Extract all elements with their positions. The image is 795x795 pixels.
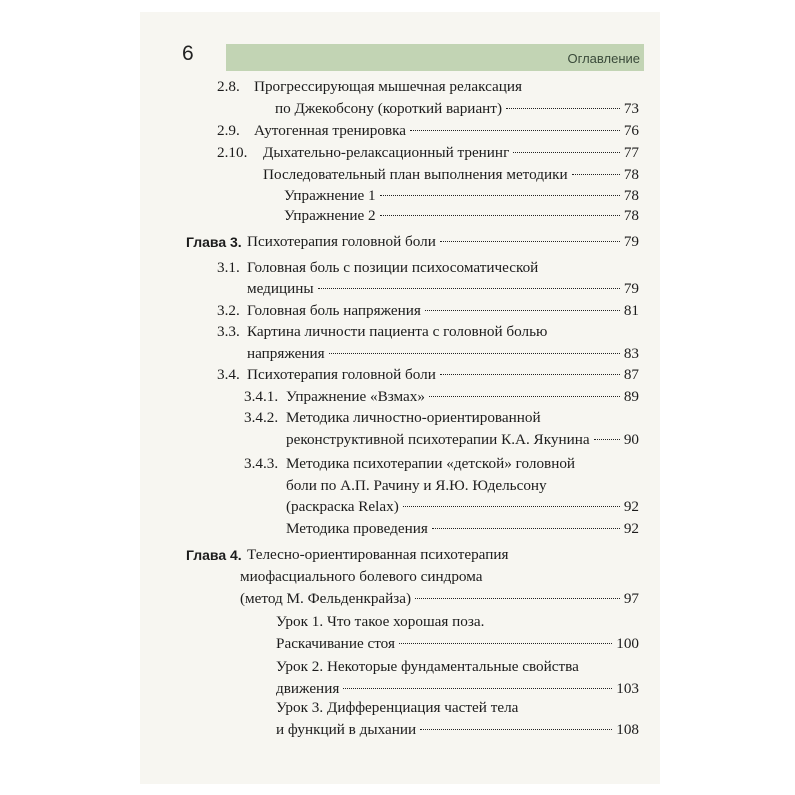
leader-dots [506,108,620,109]
chapter-label: Глава 4. [186,547,242,563]
toc-page: 79 [623,233,639,250]
toc-page: 78 [623,187,639,204]
leader-dots [429,396,620,397]
leader-dots [440,374,620,375]
toc-entry-3-4-1[interactable] [286,387,639,407]
toc-entry-2-9[interactable] [254,121,639,141]
toc-title-line: и функций в дыхании [276,721,417,738]
leader-dots [440,241,620,242]
toc-title-line: Головная боль с позиции психосоматической [247,259,539,276]
toc-page: 81 [623,302,639,319]
toc-title-line: Картина личности пациента с головной болью [247,323,548,340]
toc-title-line: (метод М. Фельденкрайза) [240,590,412,607]
toc-title-line: Методика проведения [286,520,428,537]
toc-entry-exercise-2[interactable] [284,206,639,226]
toc-title-line: (раскраска Relax) [286,498,399,515]
toc-number: 2.9. [217,122,240,139]
toc-entry-3-4-3[interactable] [286,497,639,517]
toc-entry-method[interactable] [286,519,639,539]
toc-entry-exercise-1[interactable] [284,186,639,206]
leader-dots [318,288,620,289]
toc-title-line: Методика психотерапии «детской» головной [286,455,576,472]
toc-title-line: боли по А.П. Рачину и Я.Ю. Юдельсону [286,477,547,494]
toc-page: 92 [623,498,639,515]
leader-dots [329,353,620,354]
leader-dots [410,130,620,131]
toc-page: 78 [623,166,639,183]
toc-number: 3.4. [217,366,240,383]
toc-title-line: Телесно-ориентированная психотерапия [247,546,509,563]
leader-dots [513,152,620,153]
toc-title-line: Головная боль напряжения [247,302,421,319]
toc-number: 3.3. [217,323,240,340]
toc-title-line: Прогрессирующая мышечная релаксация [254,78,522,95]
leader-dots [432,528,620,529]
toc-title-line: Урок 3. Дифференциация частей тела [276,699,519,716]
toc-title-line: медицины [247,280,314,297]
leader-dots [403,506,620,507]
toc-page: 87 [623,366,639,383]
toc-page: 78 [623,207,639,224]
toc-entry-lesson-2[interactable] [276,679,639,699]
toc-title-line: Психотерапия головной боли [247,366,436,383]
toc-title-line: по Джекобсону (короткий вариант) [275,100,503,117]
leader-dots [420,729,612,730]
toc-number: 3.4.3. [244,455,279,472]
toc-page: 89 [623,388,639,405]
toc-title-line: Аутогенная тренировка [254,122,407,139]
toc-page: 90 [623,431,639,448]
toc-page: 108 [616,721,639,738]
leader-dots [380,195,620,196]
toc-entry-2-10[interactable] [263,143,639,163]
toc-title-line: миофасциального болевого синдрома [240,568,483,585]
running-header-title: Оглавление [567,51,640,66]
toc-title-line: реконструктивной психотерапии К.А. Якунина [286,431,590,448]
leader-dots [425,310,620,311]
toc-entry-lesson-1[interactable] [276,634,639,654]
toc-entry-2-8[interactable] [275,99,639,119]
toc-page: 103 [616,680,639,697]
leader-dots [594,439,620,440]
leader-dots [343,688,612,689]
toc-title-line: Последовательный план выполнения методики [263,166,568,183]
toc-entry-plan[interactable] [263,165,639,185]
leader-dots [415,598,620,599]
toc-title-line: Упражнение 2 [284,207,376,224]
toc-title-line: напряжения [247,345,325,362]
toc-entry-chapter-4[interactable] [240,589,639,609]
toc-title-line: Методика личностно-ориентированной [286,409,541,426]
toc-entry-3-2[interactable] [247,301,639,321]
leader-dots [380,215,620,216]
toc-page: 83 [623,345,639,362]
toc-title-line: Упражнение «Взмах» [286,388,425,405]
toc-title-line: Раскачивание стоя [276,635,395,652]
toc-title-line: Психотерапия головной боли [247,233,436,250]
toc-number: 2.8. [217,78,240,95]
leader-dots [399,643,612,644]
toc-title-line: движения [276,680,340,697]
toc-title-line: Урок 2. Некоторые фундаментальные свойства [276,658,579,675]
toc-page: 92 [623,520,639,537]
toc-entry-3-4-2[interactable] [286,430,639,450]
toc-title-line: Дыхательно-релаксационный тренинг [263,144,510,161]
page-number: 6 [182,42,194,65]
toc-entry-chapter-3[interactable] [247,232,639,252]
toc-number: 3.4.1. [244,388,279,405]
toc-page: 73 [623,100,639,117]
toc-title-line: Урок 1. Что такое хорошая поза. [276,613,485,630]
toc-page: 97 [623,590,639,607]
toc-page: 100 [616,635,639,652]
toc-entry-lesson-3[interactable] [276,720,639,740]
chapter-label: Глава 3. [186,234,242,250]
toc-number: 3.2. [217,302,240,319]
toc-page: 76 [623,122,639,139]
toc-number: 2.10. [217,144,248,161]
toc-entry-3-4[interactable] [247,365,639,385]
toc-entry-3-1[interactable] [247,279,639,299]
toc-page: 77 [623,144,639,161]
toc-number: 3.4.2. [244,409,279,426]
leader-dots [572,174,620,175]
toc-page: 79 [623,280,639,297]
toc-number: 3.1. [217,259,240,276]
toc-entry-3-3[interactable] [247,344,639,364]
toc-title-line: Упражнение 1 [284,187,376,204]
